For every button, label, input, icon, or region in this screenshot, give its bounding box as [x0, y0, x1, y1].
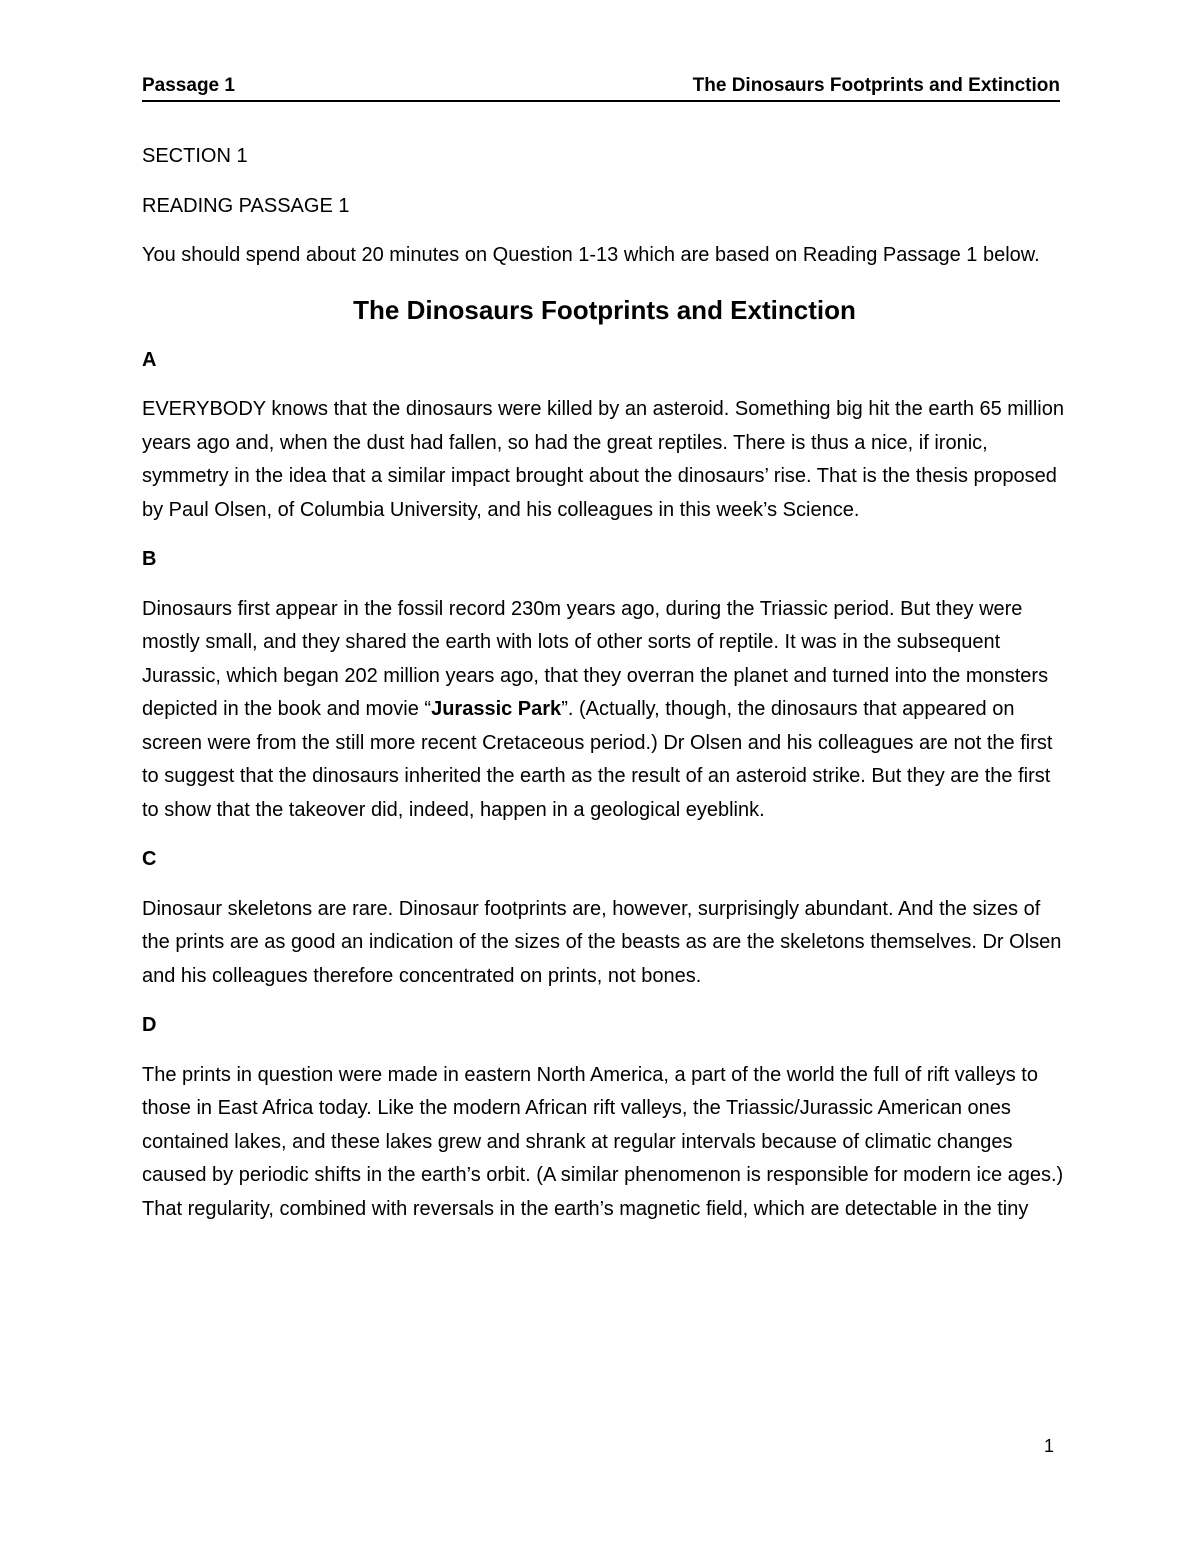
document-body	[142, 140, 1067, 1242]
paragraph-c-text: Dinosaur skeletons are rare. Dinosaur footprints are, however, surprisingly abundant. And the sizes of the prints are as good an indication of the sizes of the beasts as are the skeletons themselves. Dr Olsen and his colleagues therefore concentrated on prints, not bones.	[142, 897, 1062, 987]
header-title: The Dinosaurs Footprints and Extinction	[692, 75, 1060, 96]
instruction-text: You should spend about 20 minutes on Question 1-13 which are based on Reading Passage 1 below.	[142, 244, 1040, 266]
paragraph-a-text: EVERYBODY knows that the dinosaurs were killed by an asteroid. Something big hit the earth 65 million years ago and, when the dust had fallen, so had the great reptiles. There is thus a nice, if ironic, symmetry in the idea that a similar impact brought about the dinosaurs’ rise. That is the thesis proposed by Paul Olsen, of Columbia University, and his colleagues in this week’s Science.	[142, 398, 1064, 521]
passage-title: The Dinosaurs Footprints and Extinction	[353, 294, 856, 325]
passage-label: READING PASSAGE 1	[142, 194, 350, 217]
paragraph-letter-c: C	[142, 848, 157, 870]
header-passage-label: Passage 1	[142, 75, 235, 96]
section-label: SECTION 1	[142, 145, 248, 167]
paragraph-letter-d: D	[142, 1014, 157, 1036]
paragraph-letter-a: A	[142, 348, 157, 371]
page-number: 1	[1044, 1436, 1055, 1456]
page-header	[142, 72, 1060, 102]
paragraph-b-text-end: ”. (Actually, though, the dinosaurs that appeared on screen were from the still more recent Cretaceous period.) Dr Olsen and his colleagues are not the first to suggest that the dinosaurs inherited the earth as the result of an asteroid strike. But they are the first to show that the takeover did, indeed, happen in a geological eyeblink.	[142, 698, 1053, 821]
paragraph-b-text-start: Dinosaurs first appear in the fossil record 230m years ago, during the Triassic period. But they were mostly small, and they shared the earth with lots of other sorts of reptile. It was in the subsequent Jurassic, which began 202 million years ago, that they overran the planet and turned into the monsters depicted in the book and movie “	[142, 597, 1049, 720]
paragraph-b-text	[142, 593, 1067, 828]
book-title-jurassic-park: Jurassic Park	[431, 698, 562, 720]
paragraph-d-text: The prints in question were made in eastern North America, a part of the world the full of rift valleys to those in East Africa today. Like the modern African rift valleys, the Triassic/Jurassic American ones contained lakes, and these lakes grew and shrank at regular intervals because of climatic changes caused by periodic shifts in the earth’s orbit. (A similar phenomenon is responsible for modern ice ages.) That regularity, combined with reversals in the earth’s magnetic field, which are detectable in the tiny	[142, 1063, 1064, 1220]
paragraph-letter-b: B	[142, 548, 157, 570]
